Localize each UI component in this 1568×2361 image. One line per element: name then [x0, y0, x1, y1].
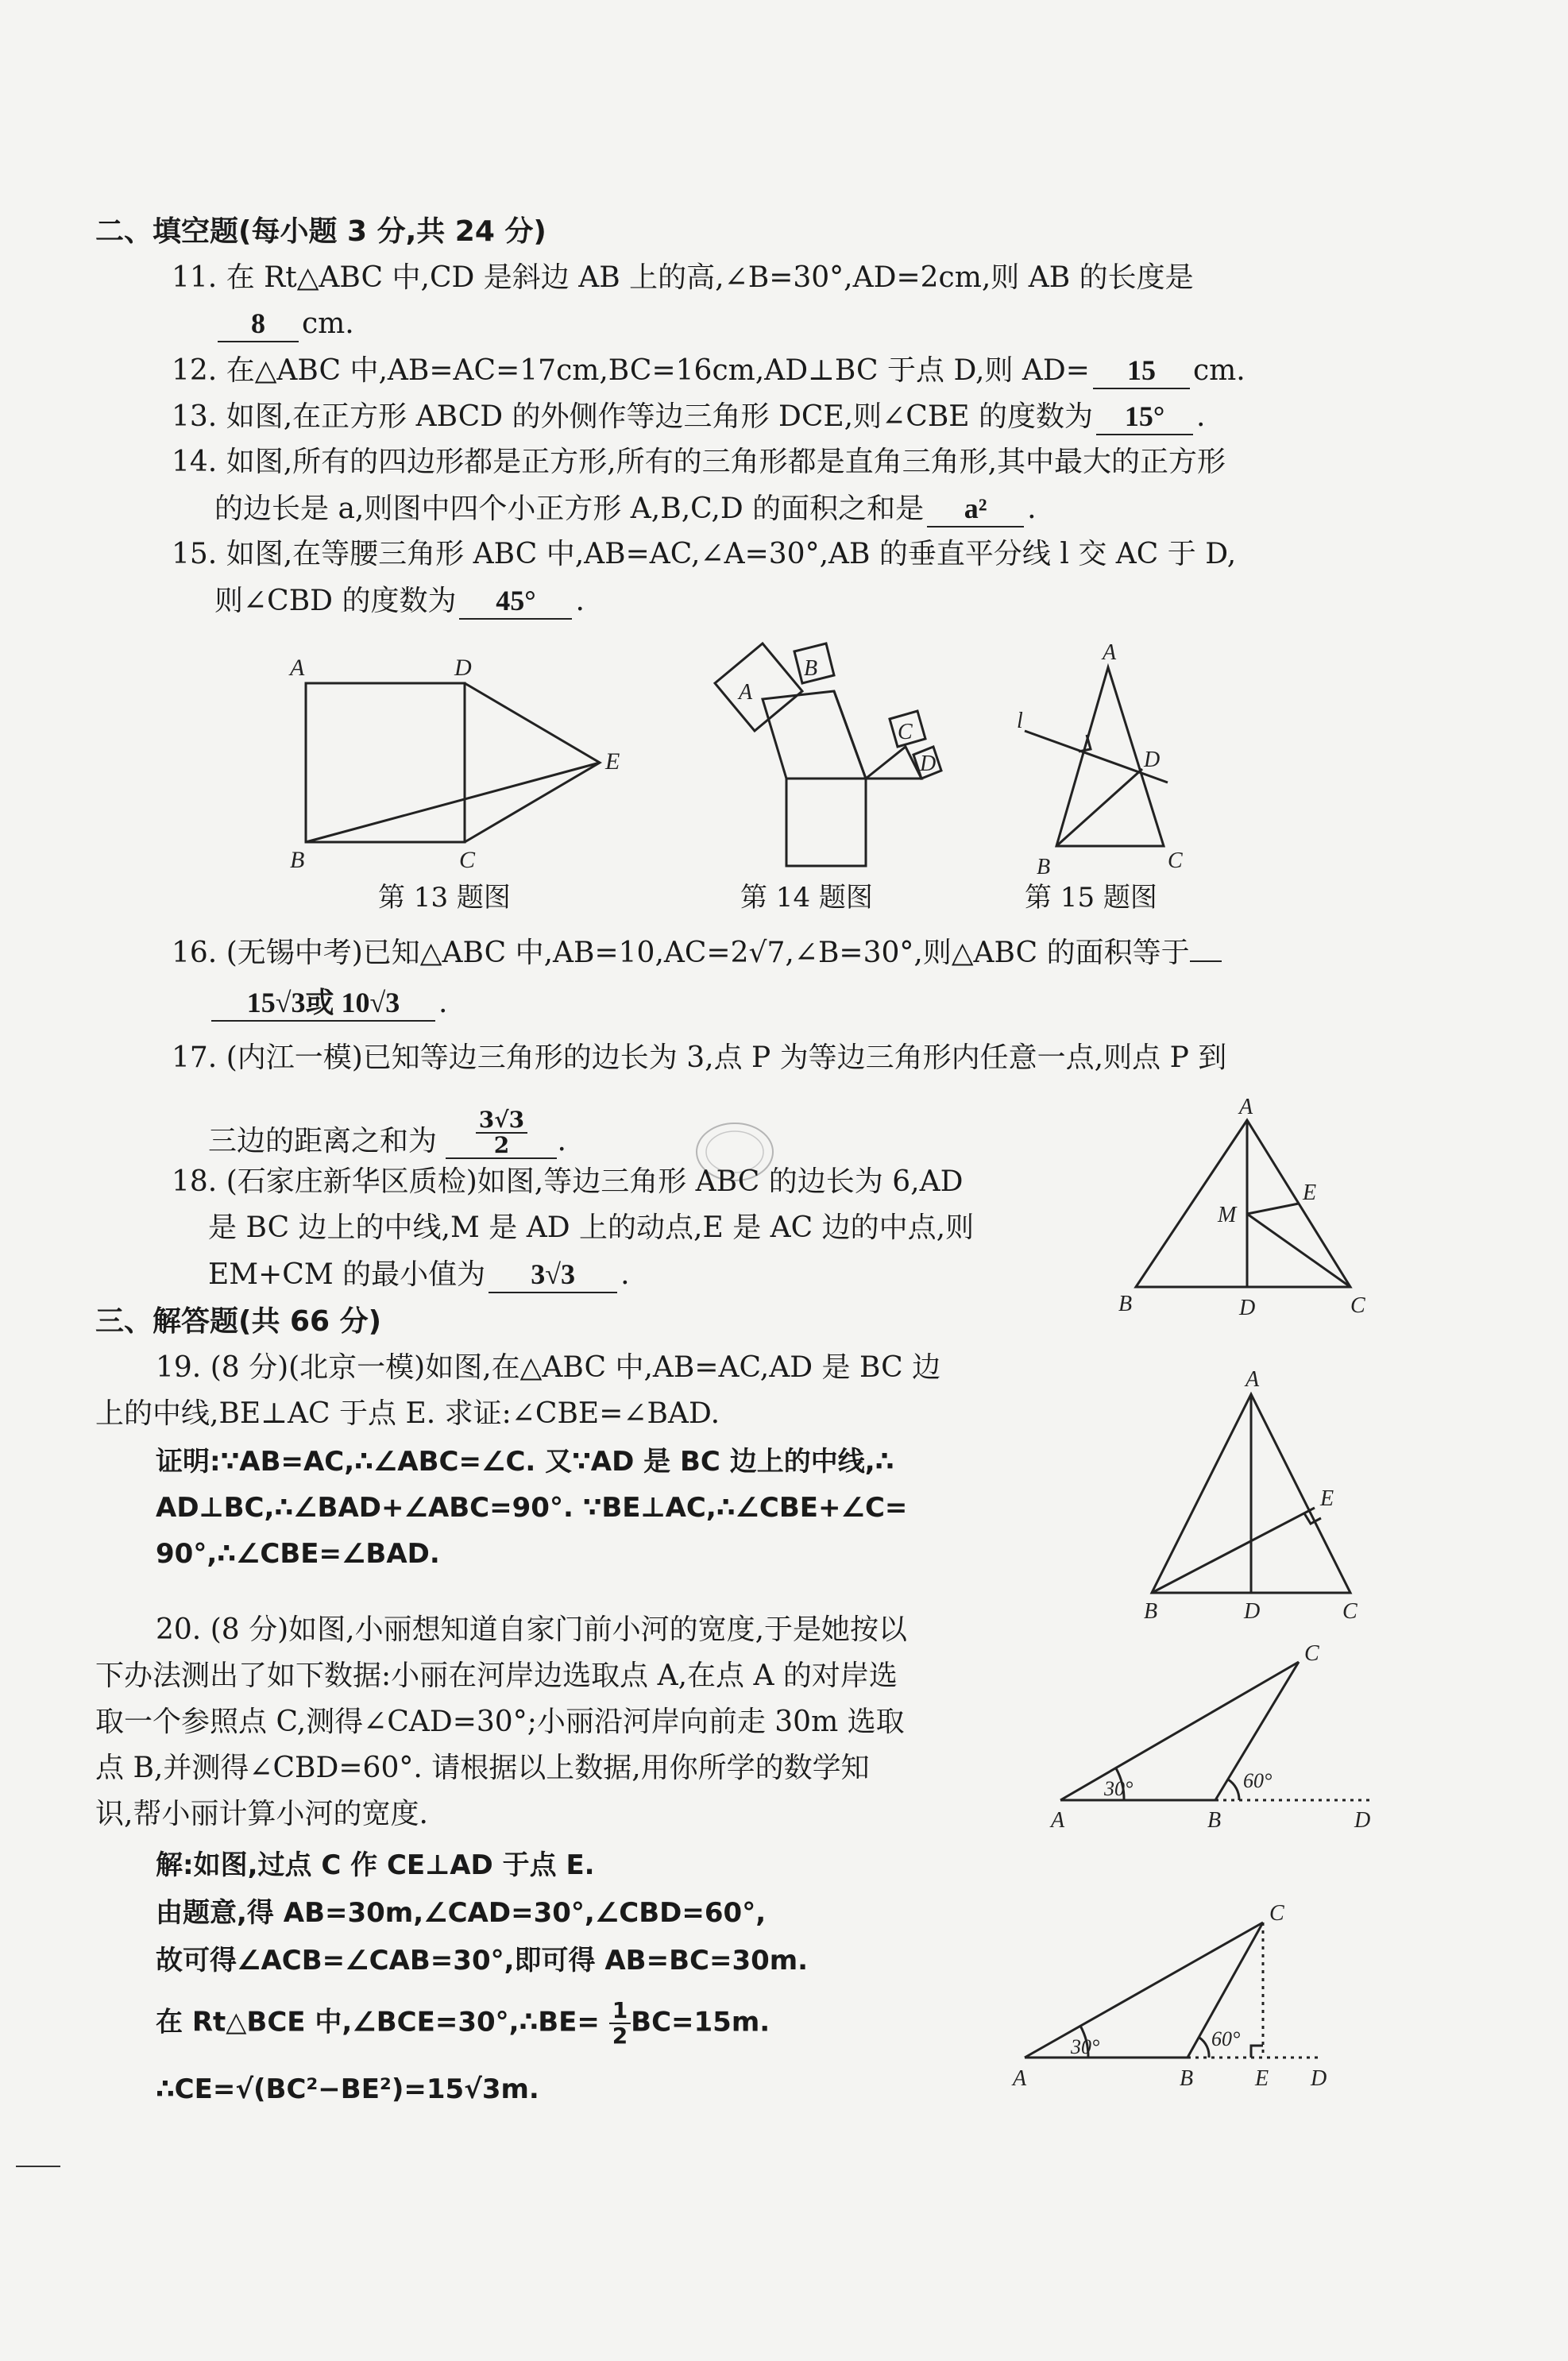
q17-answer — [446, 1108, 557, 1159]
label-a: A — [1051, 1808, 1065, 1833]
q12-line — [172, 353, 1246, 389]
q17-numerator: 3√3 — [476, 1108, 527, 1134]
q20-half-numerator: 1 — [609, 1999, 631, 2024]
q20-line-4: 点 B,并测得∠CBD=60°. 请根据以上数据,用你所学的数学知 — [95, 1752, 870, 1784]
q13-text: 13. 如图,在正方形 ABCD 的外侧作等边三角形 DCE,则∠CBE 的度数为 — [172, 400, 1094, 433]
caption-13: 第 13 题图 — [378, 882, 511, 914]
label-d: D — [1354, 1808, 1371, 1833]
label-d: D — [1244, 1599, 1261, 1624]
q20-half-denominator: 2 — [612, 2023, 628, 2049]
label-b: B — [1207, 1808, 1222, 1833]
label-b: B — [1144, 1599, 1158, 1624]
figure-14 — [691, 636, 953, 874]
label-e: E — [1255, 2066, 1269, 2091]
q16-answer: 15√3或 10√3 — [211, 985, 435, 1022]
q18-line-3 — [208, 1257, 630, 1293]
q19-proof-2: AD⊥BC,∴∠BAD+∠ABC=90°. ∵BE⊥AC,∴∠CBE+∠C= — [156, 1492, 908, 1524]
angle-label-30: 30° — [1104, 1777, 1134, 1800]
label-l: l — [1017, 709, 1023, 733]
label-a: A — [1239, 1096, 1253, 1119]
q20-solution-3: 故可得∠ACB=∠CAB=30°,即可得 AB=BC=30m. — [156, 1945, 809, 1977]
triangle-dce — [465, 683, 600, 842]
angle-label-60: 60° — [1243, 1769, 1273, 1792]
q12-unit: cm. — [1192, 354, 1246, 387]
q15-line-2 — [214, 583, 585, 620]
q20-line-2: 下办法测出了如下数据:小丽在河岸边选取点 A,在点 A 的对岸选 — [95, 1660, 898, 1692]
label-d: D — [454, 655, 472, 681]
hypotenuse — [834, 691, 866, 779]
q18-line-1: 18. (石家庄新华区质检)如图,等边三角形 ABC 的边长为 6,AD — [172, 1165, 964, 1198]
q14-line-2 — [214, 491, 1037, 527]
label-c: C — [1304, 1641, 1319, 1666]
label-d: D — [1144, 748, 1161, 772]
angle-arc-60 — [1228, 1779, 1239, 1800]
q15-text: 则∠CBD 的度数为 — [214, 585, 457, 617]
q11-line-2 — [214, 306, 354, 342]
segment-be — [306, 763, 600, 842]
q14-end: . — [1027, 493, 1037, 525]
q17-end: . — [557, 1125, 566, 1157]
q13-end: . — [1196, 400, 1206, 433]
label-c: C — [1342, 1599, 1358, 1624]
q16-line-2 — [208, 985, 447, 1022]
label-a: A — [739, 680, 753, 705]
q20-solution-4-end: BC=15m. — [631, 2006, 770, 2038]
q20-line-5: 识,帮小丽计算小河的宽度. — [95, 1798, 428, 1830]
label-a: A — [290, 655, 305, 681]
q18-answer: 3√3 — [489, 1257, 617, 1293]
q14-line-1: 14. 如图,所有的四边形都是正方形,所有的三角形都是直角三角形,其中最大的正方形 — [172, 446, 1226, 478]
label-b: B — [1118, 1292, 1133, 1316]
q19-line-1: 19. (8 分)(北京一模)如图,在△ABC 中,AB=AC,AD 是 BC 边 — [156, 1351, 941, 1384]
label-b: B — [1180, 2066, 1194, 2091]
q16-end: . — [438, 987, 448, 1019]
q14-text: 的边长是 a,则图中四个小正方形 A,B,C,D 的面积之和是 — [214, 493, 925, 525]
q15-end: . — [575, 585, 585, 617]
label-b: B — [1037, 855, 1051, 879]
page-edge-mark — [16, 2166, 60, 2167]
angle-arc-60 — [1199, 2038, 1209, 2058]
segment-me — [1247, 1204, 1299, 1214]
q19-proof-1: 证明:∵AB=AC,∴∠ABC=∠C. 又∵AD 是 BC 边上的中线,∴ — [156, 1446, 894, 1478]
q17-line-1: 17. (内江一模)已知等边三角形的边长为 3,点 P 为等边三角形内任意一点,则点 P 到 — [172, 1041, 1227, 1074]
label-d: D — [1239, 1296, 1256, 1320]
q20-solution-4-text: 在 Rt△BCE 中,∠BCE=30°,∴BE= — [156, 2006, 600, 2038]
section-2-title: 二、填空题(每小题 3 分,共 24 分) — [95, 215, 546, 248]
q17-denominator: 2 — [493, 1132, 510, 1158]
q18-end: . — [620, 1258, 630, 1291]
q19-proof-3: 90°,∴∠CBE=∠BAD. — [156, 1538, 440, 1570]
label-c: C — [1350, 1293, 1365, 1318]
q20-fraction-half — [609, 1999, 631, 2048]
square-abcd — [306, 683, 465, 842]
q20-solution-2: 由题意,得 AB=30m,∠CAD=30°,∠CBD=60°, — [156, 1897, 767, 1929]
q20-solution-5: ∴CE=√(BC²−BE²)=15√3m. — [156, 2073, 539, 2105]
figure-15 — [1009, 636, 1215, 882]
q17-fraction — [476, 1108, 527, 1157]
q15-line-1: 15. 如图,在等腰三角形 ABC 中,AB=AC,∠A=30°,AB 的垂直平分线 l 交 AC 于 D, — [172, 538, 1237, 570]
label-b: B — [804, 656, 818, 681]
q11-line-1: 11. 在 Rt△ABC 中,CD 是斜边 AB 上的高,∠B=30°,AD=2cm,则 AB 的长度是 — [172, 261, 1194, 294]
q16-line-1 — [172, 936, 1222, 971]
square-a — [715, 643, 802, 731]
large-square — [786, 779, 866, 866]
figure-13 — [286, 643, 635, 874]
label-a: A — [1103, 640, 1117, 665]
label-e: E — [1320, 1486, 1334, 1511]
q19-line-2: 上的中线,BE⊥AC 于点 E. 求证:∠CBE=∠BAD. — [95, 1397, 720, 1430]
q15-answer: 45° — [459, 583, 572, 620]
altitude-be — [1152, 1508, 1315, 1593]
q20-solution-1: 解:如图,过点 C 作 CE⊥AD 于点 E. — [156, 1849, 595, 1881]
label-m: M — [1218, 1203, 1237, 1227]
label-a: A — [1246, 1367, 1260, 1392]
q18-text: EM+CM 的最小值为 — [208, 1258, 486, 1291]
q16-blank-start — [1190, 937, 1222, 962]
q11-unit: cm. — [302, 307, 354, 340]
q12-answer: 15 — [1093, 353, 1190, 389]
q18-line-2: 是 BC 边上的中线,M 是 AD 上的动点,E 是 AC 边的中点,则 — [208, 1211, 975, 1244]
q12-text: 12. 在△ABC 中,AB=AC=17cm,BC=16cm,AD⊥BC 于点 D,则 AD= — [172, 354, 1090, 387]
caption-15: 第 15 题图 — [1025, 882, 1157, 914]
figure-20-question — [1049, 1636, 1398, 1843]
q20-line-1: 20. (8 分)如图,小丽想知道自家门前小河的宽度,于是她按以 — [156, 1613, 908, 1646]
figure-20-solution — [1009, 1903, 1350, 2093]
segment-bd — [1056, 769, 1142, 846]
label-c: C — [459, 847, 476, 873]
label-b: B — [290, 847, 305, 873]
q20-solution-4 — [156, 1999, 770, 2048]
caption-14: 第 14 题图 — [740, 882, 873, 914]
segment-mc — [1247, 1214, 1350, 1287]
q13-answer: 15° — [1096, 399, 1193, 435]
label-e: E — [1303, 1180, 1317, 1205]
q17-text: 三边的距离之和为 — [208, 1125, 438, 1157]
q16-text: 16. (无锡中考)已知△ABC 中,AB=10,AC=2√7,∠B=30°,则△ABC 的面积等于 — [172, 937, 1190, 969]
right-angle-mark — [1251, 2046, 1263, 2058]
label-c: C — [1269, 1903, 1284, 1926]
section-3-title: 三、解答题(共 66 分) — [95, 1305, 382, 1338]
q20-line-3: 取一个参照点 C,测得∠CAD=30°;小丽沿河岸向前走 30m 选取 — [95, 1706, 905, 1738]
q13-line — [172, 399, 1205, 435]
q14-answer: a² — [927, 491, 1024, 527]
angle-label-60: 60° — [1211, 2027, 1241, 2050]
triangle-abc — [1136, 1120, 1350, 1287]
q17-line-2 — [208, 1108, 566, 1159]
label-d: D — [1311, 2066, 1327, 2091]
label-c: C — [898, 720, 913, 744]
label-c: C — [1168, 848, 1183, 873]
triangle-right — [866, 747, 921, 779]
angle-label-30: 30° — [1071, 2035, 1100, 2058]
label-d: D — [920, 752, 937, 776]
figure-18 — [1104, 1096, 1390, 1327]
label-e: E — [605, 748, 620, 775]
figure-19 — [1128, 1362, 1390, 1625]
label-a: A — [1013, 2066, 1027, 2091]
q11-answer: 8 — [218, 306, 299, 342]
